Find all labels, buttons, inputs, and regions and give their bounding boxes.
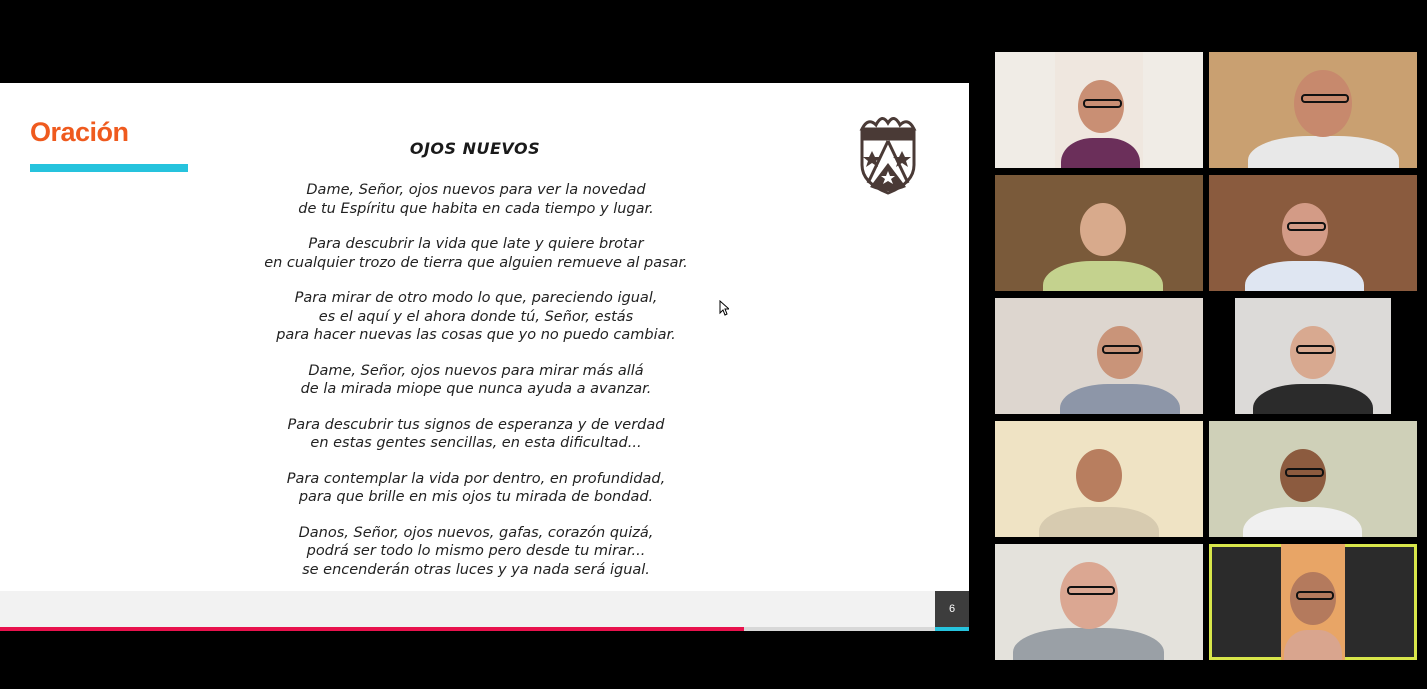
- poem-line: para hacer nuevas las cosas que yo no puedo cambiar.: [276, 327, 676, 343]
- participant-video-tile[interactable]: [995, 544, 1203, 660]
- poem-stanza: [232, 289, 720, 345]
- participant-body: [1061, 138, 1140, 168]
- poem-line: Para descubrir tus signos de esperanza y de verdad: [287, 416, 665, 433]
- glasses-icon: [1296, 591, 1335, 600]
- poem-line: Dame, Señor, ojos nuevos para ver la novedad: [306, 182, 646, 198]
- poem-body: [232, 181, 720, 593]
- participant-video-tile[interactable]: [995, 421, 1203, 537]
- participant-video-tile[interactable]: [1209, 175, 1417, 291]
- participant-video-tile[interactable]: [995, 52, 1203, 168]
- glasses-icon: [1067, 586, 1115, 595]
- participant-video-tile[interactable]: [995, 175, 1203, 291]
- poem-line: en cualquier trozo de tierra que alguien remueve al pasar.: [264, 254, 688, 271]
- poem-line: de tu Espíritu que habita en cada tiempo y lugar.: [298, 200, 654, 217]
- progress-end: [935, 627, 969, 631]
- participant-face: [1294, 70, 1352, 137]
- participant-body: [1013, 628, 1164, 660]
- glasses-icon: [1102, 345, 1141, 354]
- poem-stanza: [232, 470, 720, 507]
- participant-video-tile[interactable]: [1235, 298, 1391, 414]
- poem-stanza: [232, 362, 720, 399]
- poem-line: en estas gentes sencillas, en esta dificultad...: [310, 435, 642, 451]
- participant-body: [1060, 384, 1180, 414]
- participant-body: [1039, 507, 1159, 537]
- poem-line: Danos, Señor, ojos nuevos, gafas, corazón quizá,: [298, 524, 654, 541]
- poem-stanza: [232, 235, 720, 272]
- participant-video-tile[interactable]: [995, 298, 1203, 414]
- participant-face: [1076, 449, 1122, 502]
- participant-video-tile[interactable]: [1209, 421, 1417, 537]
- progress-track: [0, 627, 969, 631]
- poem-line: Dame, Señor, ojos nuevos para mirar más allá: [308, 362, 644, 379]
- slide-footer: [0, 591, 969, 627]
- poem-title: OJOS NUEVOS: [409, 139, 541, 158]
- slide-title: Oración: [30, 117, 129, 147]
- progress-fill: [0, 627, 744, 631]
- glasses-icon: [1285, 468, 1324, 477]
- glasses-icon: [1287, 222, 1326, 231]
- participant-body: [1245, 261, 1365, 291]
- title-underline: [30, 164, 188, 172]
- participant-body: [1253, 384, 1373, 414]
- shared-slide: [0, 83, 969, 631]
- participant-face: [1060, 562, 1118, 629]
- poem-line: se encenderán otras luces y ya nada será igual.: [302, 561, 650, 578]
- glasses-icon: [1083, 99, 1122, 108]
- poem-line: Para descubrir la vida que late y quiere brotar: [308, 236, 644, 252]
- poem-line: podrá ser todo lo mismo pero desde tu mirar...: [306, 543, 646, 559]
- participant-body: [1284, 630, 1342, 660]
- poem-stanza: [232, 524, 720, 580]
- crest-logo: [856, 111, 920, 195]
- participant-body: [1243, 507, 1363, 537]
- glasses-icon: [1296, 345, 1335, 354]
- participant-video-tile[interactable]: [1209, 544, 1417, 660]
- poem-stanza: [232, 181, 720, 218]
- poem-line: es el aquí y el ahora donde tú, Señor, estás: [318, 308, 634, 325]
- page-number: 6: [935, 591, 969, 627]
- glasses-icon: [1301, 94, 1349, 103]
- poem-line: para que brille en mis ojos tu mirada de bondad.: [298, 489, 654, 505]
- participant-video-tile[interactable]: [1209, 52, 1417, 168]
- participant-face: [1080, 203, 1126, 256]
- poem-stanza: [232, 416, 720, 453]
- poem-line: Para contemplar la vida por dentro, en profundidad,: [286, 470, 666, 487]
- mouse-cursor-icon: [719, 300, 729, 316]
- poem-line: de la mirada miope que nunca ayuda a avanzar.: [300, 381, 652, 397]
- poem-line: Para mirar de otro modo lo que, pareciendo igual,: [294, 290, 658, 306]
- participant-body: [1248, 136, 1399, 168]
- participant-body: [1043, 261, 1163, 291]
